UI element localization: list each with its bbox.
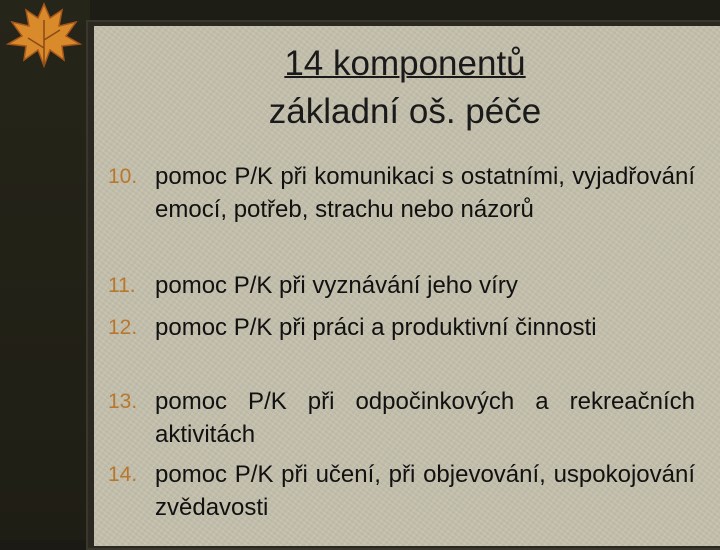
item-number: 13. — [108, 390, 138, 413]
item-text: pomoc P/K při odpočinkových a rekreačních aktivitách — [155, 388, 695, 448]
top-band — [0, 0, 720, 22]
item-text: pomoc P/K při učení, při objevování, uspokojování zvědavosti — [155, 461, 695, 521]
item-number: 14. — [108, 463, 138, 486]
item-text: pomoc P/K při vyznávání jeho víry — [155, 272, 518, 299]
slide-title — [94, 44, 716, 136]
left-strip — [0, 0, 90, 540]
item-number: 10. — [108, 165, 138, 188]
title-line-2: základní oš. péče — [268, 92, 542, 131]
autumn-leaf-icon — [4, 0, 84, 70]
item-text: pomoc P/K při komunikaci s ostatními, vyjadřování emocí, potřeb, strachu nebo názorů — [155, 163, 695, 223]
title-line-1: 14 komponentů — [284, 44, 526, 83]
item-number: 11. — [108, 274, 136, 297]
item-number: 12. — [108, 316, 138, 339]
item-text: pomoc P/K při práci a produktivní činnosti — [155, 314, 597, 341]
